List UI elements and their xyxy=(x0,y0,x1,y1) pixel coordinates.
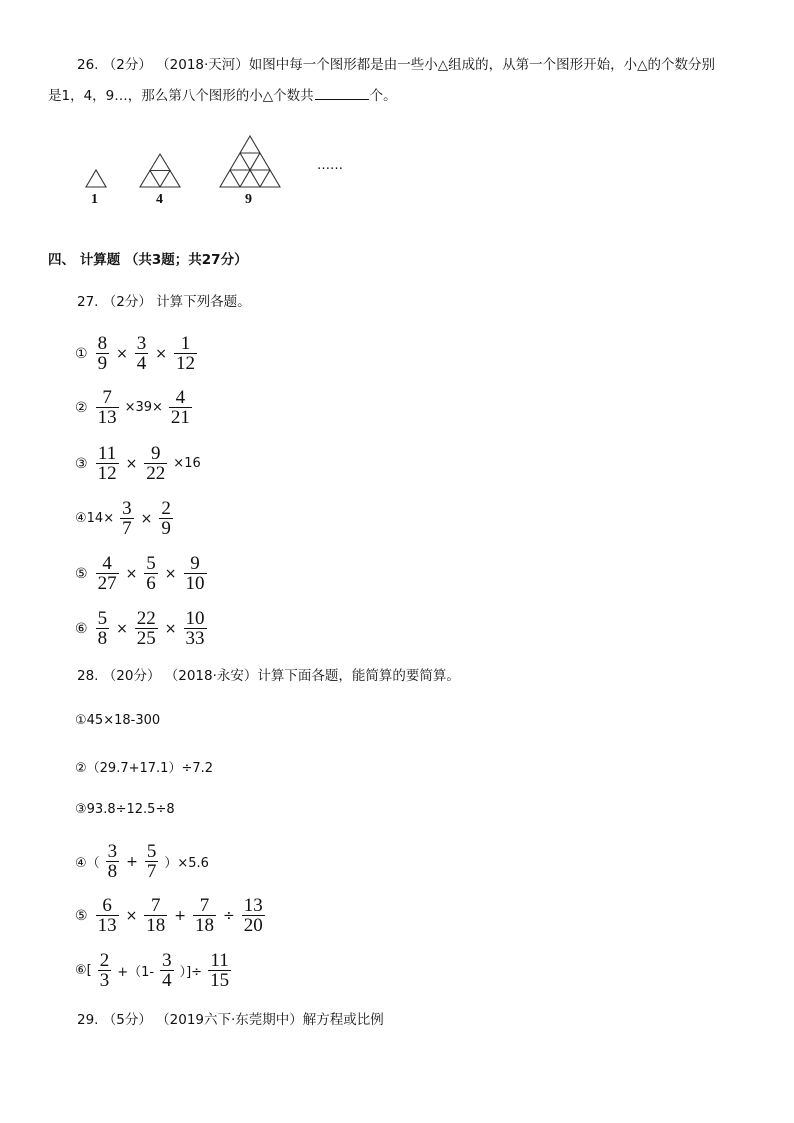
item-label: ② xyxy=(75,399,88,416)
operator: + xyxy=(126,853,138,870)
figure-label-9: 9 xyxy=(245,192,252,207)
q28-item-4 xyxy=(75,842,209,881)
q27-item-6 xyxy=(75,609,213,648)
q27-item-3 xyxy=(75,444,201,483)
q26-line2-end: 个。 xyxy=(369,88,397,104)
fraction: $\frac{13}{20}$ xyxy=(243,895,263,936)
q28-item-1: ①45×18-300 xyxy=(75,713,161,728)
q27-item-5 xyxy=(75,554,213,593)
q27-item-4 xyxy=(75,499,179,538)
operator: × xyxy=(125,455,138,472)
fraction: $\frac{4}{21}$ xyxy=(170,387,190,428)
q28-item-6 xyxy=(75,951,237,990)
fraction: $\frac{3}{8}$ xyxy=(107,841,118,882)
answer-blank[interactable] xyxy=(315,87,369,100)
q26-line2 xyxy=(48,87,397,105)
operator-text: ×16 xyxy=(173,456,201,471)
fraction: $\frac{9}{22}$ xyxy=(146,443,166,484)
item-label: ③ xyxy=(75,455,88,472)
triangle-pattern-figure xyxy=(80,135,360,215)
operator-text: +（1- xyxy=(117,965,155,980)
fraction: $\frac{11}{15}$ xyxy=(210,950,230,991)
fraction: $\frac{5}{6}$ xyxy=(146,553,156,594)
operator: × xyxy=(155,345,168,362)
fraction: $\frac{8}{9}$ xyxy=(97,333,108,374)
fraction: $\frac{11}{12}$ xyxy=(97,443,117,484)
q27-header: 27. （2分） 计算下列各题。 xyxy=(77,294,251,310)
item-label: ⑥[ xyxy=(75,963,92,978)
q26-line2-text: 是1，4，9…，那么第八个图形的小△个数共 xyxy=(48,88,314,104)
fraction: $\frac{5}{8}$ xyxy=(97,608,108,649)
fraction: $\frac{10}{33}$ xyxy=(185,608,205,649)
item-label: ⑥ xyxy=(75,620,88,637)
fraction: $\frac{3}{4}$ xyxy=(162,950,172,991)
operator: ÷ xyxy=(223,907,235,924)
item-label: ⑤ xyxy=(75,907,88,924)
triangle-figure-2 xyxy=(140,154,180,187)
fraction: $\frac{9}{10}$ xyxy=(185,553,205,594)
operator: × xyxy=(125,907,138,924)
operator-text: ）×5.6 xyxy=(164,856,209,871)
figure-label-1: 1 xyxy=(91,192,98,207)
fraction: $\frac{2}{3}$ xyxy=(99,950,110,991)
q27-item-1 xyxy=(75,334,203,373)
operator-text: ×39× xyxy=(124,400,163,415)
section-title: 四、 计算题 （共3题；共27分） xyxy=(48,252,248,268)
fraction: $\frac{7}{18}$ xyxy=(195,895,215,936)
operator: × xyxy=(140,510,153,527)
triangle-figure-1 xyxy=(86,170,106,187)
figure-ellipsis: …… xyxy=(317,158,343,173)
operator: × xyxy=(116,620,128,637)
fraction: $\frac{22}{25}$ xyxy=(136,608,156,649)
fraction: $\frac{7}{13}$ xyxy=(97,387,117,428)
triangle-figure-3 xyxy=(220,136,280,187)
fraction: $\frac{4}{27}$ xyxy=(97,553,117,594)
operator-text: ）]÷ xyxy=(179,965,203,980)
fraction: $\frac{6}{13}$ xyxy=(97,895,117,936)
figure-label-4: 4 xyxy=(156,192,163,207)
item-label: ⑤ xyxy=(75,565,88,582)
q27-item-2 xyxy=(75,388,198,427)
q28-item-2: ②（29.7+17.1）÷7.2 xyxy=(75,761,214,776)
q28-item-5 xyxy=(75,896,271,935)
q28-item-3: ③93.8÷12.5÷8 xyxy=(75,802,175,817)
fraction: $\frac{1}{12}$ xyxy=(176,333,196,374)
item-label: ④（ xyxy=(75,856,100,871)
fraction: $\frac{5}{7}$ xyxy=(146,841,157,882)
q26-line1: 26. （2分） （2018·天河）如图中每一个图形都是由一些小△组成的，从第一个图形开始，小△的个数分别 xyxy=(77,57,716,73)
operator: × xyxy=(116,345,128,362)
item-label: ④14× xyxy=(75,511,115,526)
fraction: $\frac{2}{9}$ xyxy=(161,498,171,539)
fraction: $\frac{3}{4}$ xyxy=(136,333,147,374)
item-label: ① xyxy=(75,345,88,362)
fraction: $\frac{7}{18}$ xyxy=(146,895,166,936)
fraction: $\frac{3}{7}$ xyxy=(122,498,132,539)
operator: × xyxy=(164,565,177,582)
operator: × xyxy=(164,620,177,637)
operator: + xyxy=(174,907,187,924)
q28-header: 28. （20分） （2018·永安）计算下面各题，能简算的要简算。 xyxy=(77,668,460,684)
q29-header: 29. （5分） （2019六下·东莞期中）解方程或比例 xyxy=(77,1012,384,1028)
operator: × xyxy=(125,565,138,582)
